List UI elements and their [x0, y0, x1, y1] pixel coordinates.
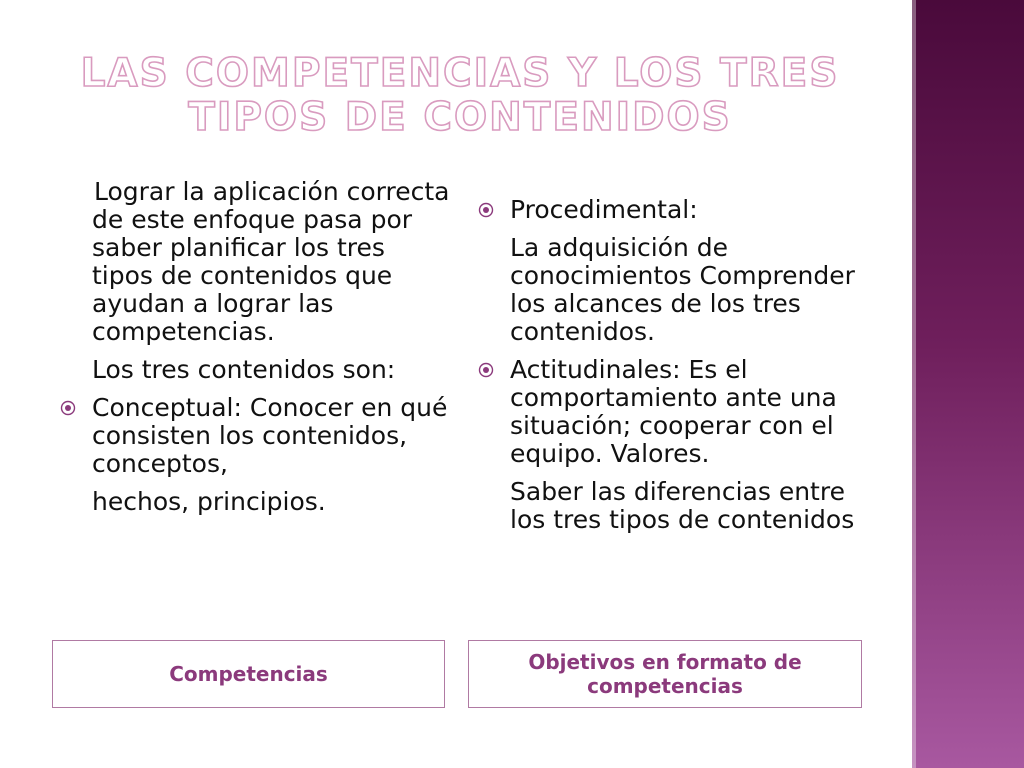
- bullet-actitudinales: [478, 356, 878, 468]
- bullet-conceptual: [60, 394, 450, 478]
- intro-paragraph: Lograr la aplicación correcta de este enfoque pasa por saber planificar los tres tipos de contenidos que ayudan a lograr las competencias.: [92, 177, 450, 346]
- continuation-paragraph: hechos, principios.: [92, 487, 326, 516]
- procedimental-detail: La adquisición de conocimientos Comprender los alcances de los tres contenidos.: [510, 233, 855, 346]
- lead-paragraph: Los tres contenidos son:: [92, 355, 396, 384]
- circled-dot-icon: [478, 356, 510, 378]
- objetivos-button[interactable]: Objetivos en formato de competencias: [468, 640, 862, 708]
- bullet-procedimental: [478, 196, 878, 224]
- decorative-sidebar: [912, 0, 1024, 768]
- bullet-procedimental-text: Procedimental:: [510, 195, 698, 224]
- closing-paragraph: Saber las diferencias entre los tres tipos de contenidos: [510, 477, 855, 534]
- slide-title: LAS COMPETENCIAS Y LOS TRES TIPOS DE CONTENIDOS: [80, 51, 840, 140]
- bullet-actitudinales-text: Actitudinales: Es el comportamiento ante una situación; cooperar con el equipo. Valores.: [510, 355, 837, 468]
- right-column: [478, 196, 878, 534]
- bullet-conceptual-text: Conceptual: Conocer en qué consisten los contenidos, conceptos,: [92, 393, 448, 478]
- competencias-button[interactable]: Competencias: [52, 640, 445, 708]
- circled-dot-icon: [478, 196, 510, 218]
- circled-dot-icon: [60, 394, 92, 416]
- left-column: [60, 178, 450, 516]
